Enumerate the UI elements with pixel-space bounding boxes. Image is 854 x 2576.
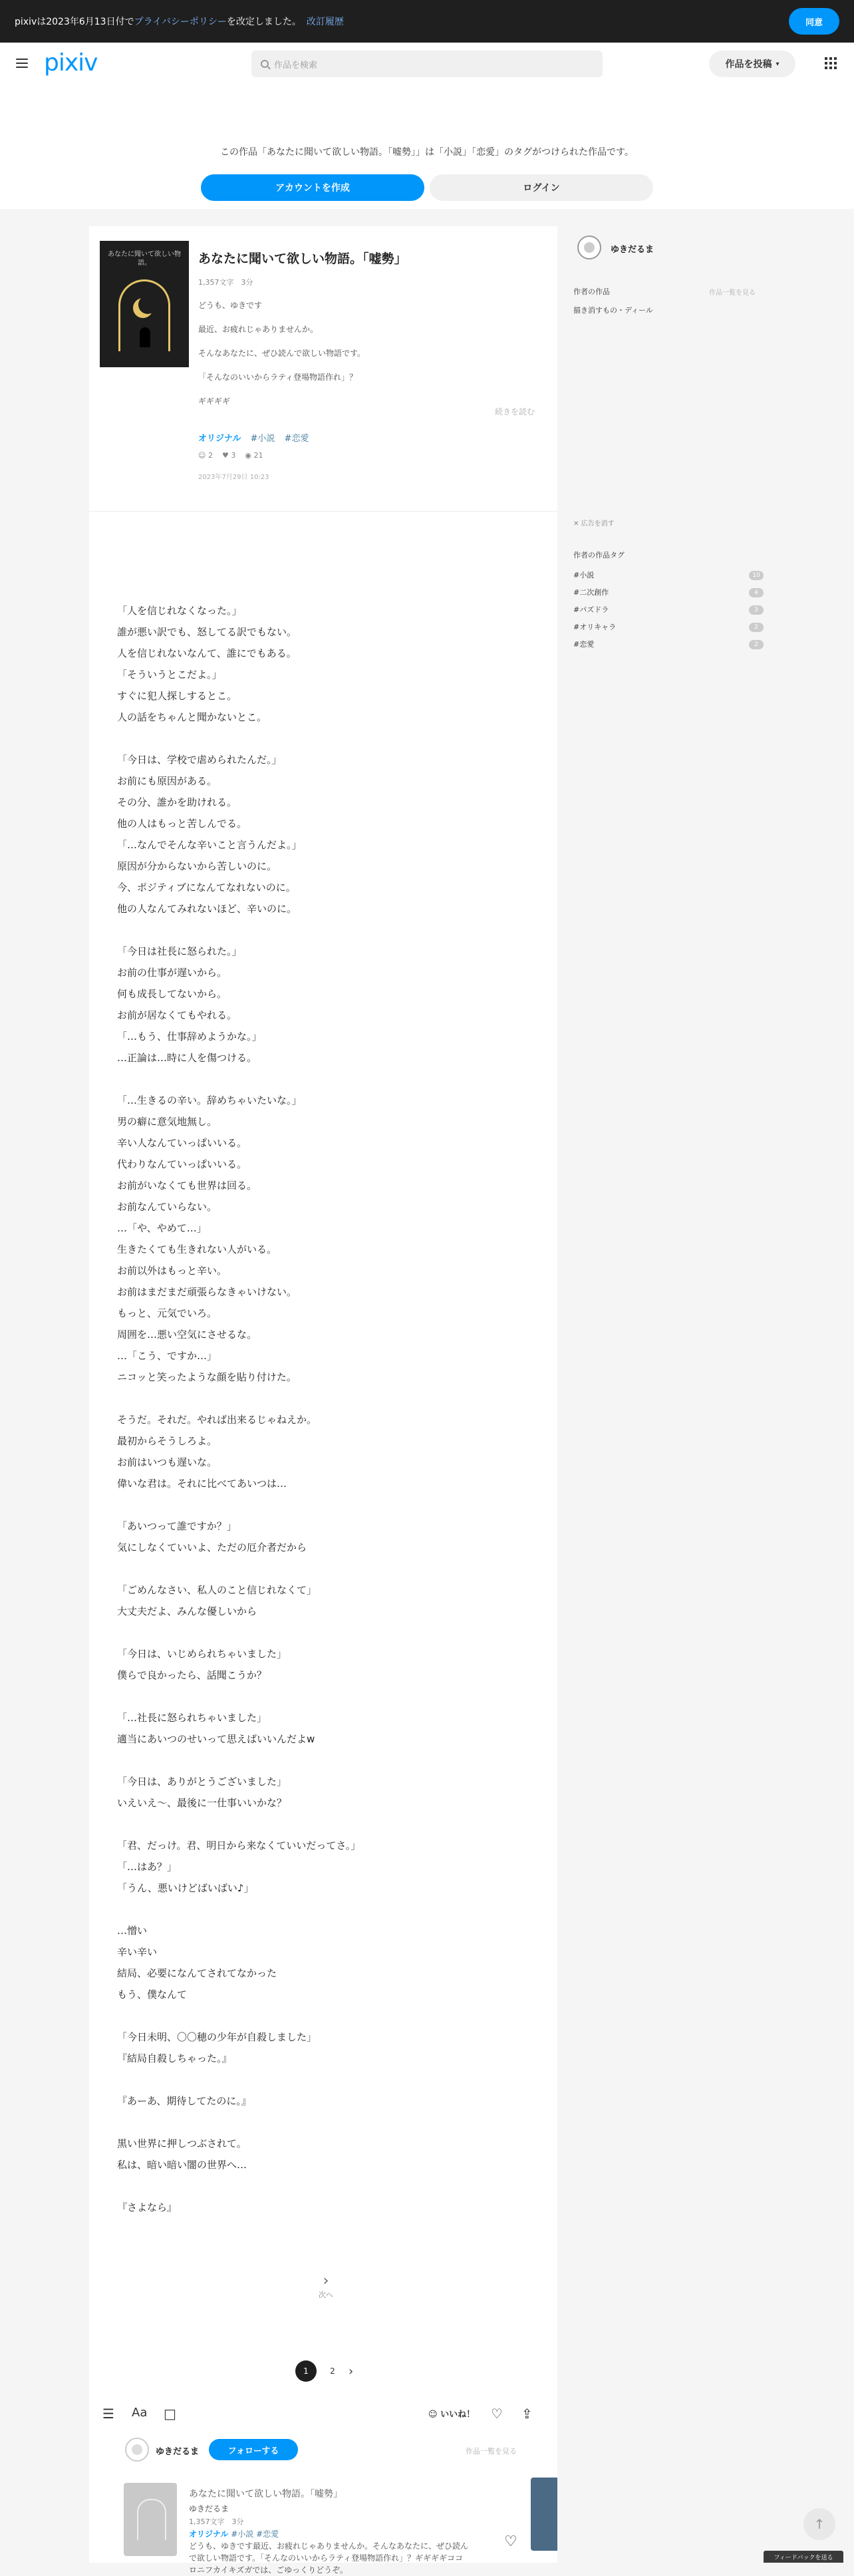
novel-line: 「今日は、いじめられちゃいました」 (117, 1648, 287, 1660)
read-more-link[interactable]: 続きを読む (495, 407, 535, 416)
view-stat (245, 451, 263, 460)
follow-button[interactable]: フォローする (209, 2439, 298, 2460)
eye-icon: ◉ (245, 451, 251, 460)
novel-line: 「…なんでそんな辛いこと言うんだよ。」 (117, 839, 302, 851)
novel-line: 『さよなら』 (117, 2201, 178, 2213)
novel-line: 周囲を…悪い空気にさせるな。 (117, 1329, 257, 1341)
novel-line (117, 2069, 529, 2090)
related-novel-meta: 1,357文字 3分 (189, 2517, 244, 2526)
notice-prefix: pixivは2023年6月13日付で (15, 17, 134, 27)
cover-title: あなたに聞いて欲しい物語。 (108, 251, 181, 267)
caption-line: 「そんなのいいからラティ登場物語作れ」？ (198, 373, 358, 382)
chevron-down-icon: ▾ (776, 60, 780, 68)
all-works-link[interactable]: 作品一覧を見る (466, 2447, 517, 2456)
novel-cover[interactable] (100, 241, 189, 367)
novel-line (117, 1494, 529, 1516)
novel-stats (198, 451, 263, 460)
novel-line: …正論は…時に人を傷つける。 (117, 1052, 257, 1064)
novel-line (117, 919, 529, 941)
related-novel-caption: どうも、ゆきです最近、お疲れじゃありませんか。そんなあなたに、ぜひ読んで欲しい物語です。「そんなのいいからラティ登場物語作れ」？ギギギギココロニフカイキズガでは、ごゆっくりどうぞ。 (189, 2541, 469, 2575)
caption-line: 最近、お疲れじゃありませんか。 (198, 325, 319, 334)
novel-line (117, 1686, 529, 1707)
novel-title: あなたに聞いて欲しい物語。「嘘勢」 (198, 251, 407, 266)
novel-line: 「そういうとこだよ。」 (117, 669, 222, 681)
novel-line (117, 1899, 529, 1920)
smile-icon: ☺ (428, 2410, 438, 2420)
view-count: 21 (253, 451, 263, 460)
novel-line: 気にしなくていいよ、ただの厄介者だから (117, 1541, 307, 1553)
cat-silhouette-art (140, 327, 150, 347)
pixiv-logo[interactable]: pixiv (44, 49, 98, 77)
novel-line: 今、ポジティブになんてなれないのに。 (117, 882, 296, 893)
agree-button[interactable]: 同意 (789, 8, 839, 35)
page-current[interactable]: 1 (295, 2360, 317, 2382)
novel-line (117, 2112, 529, 2133)
tag-romance[interactable]: #恋愛 (284, 434, 309, 444)
arrow-up-icon: ↑ (813, 2516, 825, 2532)
feedback-button[interactable]: フィードバックを送る (764, 2551, 843, 2563)
novel-line: 「…生きるの辛い。辞めちゃいたいな。」 (117, 1094, 302, 1106)
novel-line: 「あいつって誰ですか？」 (117, 1520, 237, 1532)
login-button[interactable]: ログイン (430, 174, 653, 201)
post-work-button[interactable] (709, 51, 795, 77)
bookmark-stat (222, 451, 235, 460)
novel-line (117, 1558, 529, 1579)
novel-line: …憎い (117, 1925, 148, 1937)
banner-text: この作品「あなたに聞いて欲しい物語。「嘘勢」」は「小説」「恋愛」のタグがつけられた作品です。 (220, 147, 634, 158)
privacy-policy-link[interactable]: プライバシーポリシー (134, 17, 227, 27)
close-icon: ✕ (573, 520, 579, 528)
novel-line: 「今日は、学校で虐められたんだ。」 (117, 754, 282, 766)
create-account-button[interactable]: アカウントを作成 (201, 174, 424, 201)
caption-line: どうも、ゆきです (198, 301, 263, 310)
novel-tags (198, 431, 315, 444)
novel-line: お前はいつも遅いな。 (117, 1456, 217, 1468)
like-icon: ☺ (198, 451, 206, 460)
novel-line: 「…もう、仕事辞めようかな。」 (117, 1031, 262, 1043)
heart-icon[interactable]: ♡ (504, 2533, 517, 2550)
search-input[interactable] (251, 51, 603, 77)
page-2[interactable]: 2 (330, 2366, 335, 2376)
avatar[interactable] (577, 236, 601, 259)
novel-line: 男の癖に意気地無し。 (117, 1116, 217, 1128)
signup-banner (0, 85, 854, 209)
post-date: 2023年7月29日 10:23 (198, 474, 269, 481)
novel-line: 何も成長してないから。 (117, 988, 227, 1000)
next-page-link[interactable] (306, 2273, 346, 2300)
caption-line: そんなあなたに、ぜひ読んで欲しい物語です。 (198, 349, 366, 358)
novel-line: そうだ。それだ。やれば出来るじゃねえか。 (117, 1414, 317, 1426)
author-name[interactable]: ゆきだるま (611, 245, 654, 255)
related-novel-title[interactable]: あなたに聞いて欲しい物語。「嘘勢」 (189, 2489, 343, 2499)
novel-line: 辛い人なんていっぱいいる。 (117, 1137, 247, 1149)
tag-novel[interactable]: #小説 (231, 2529, 254, 2539)
divider (89, 511, 557, 512)
like-label: いいね！ (440, 2410, 476, 2420)
menu-icon[interactable] (16, 59, 28, 68)
search-icon (261, 60, 269, 68)
novel-line: 最初からそうしろよ。 (117, 1435, 217, 1447)
post-work-label: 作品を投稿 (725, 59, 772, 70)
privacy-notice-bar (0, 0, 854, 43)
author-tag-count: 2 (749, 623, 764, 632)
heart-icon: ♥ (221, 451, 229, 460)
novel-line: …「こう、ですか…」 (117, 1350, 217, 1362)
novel-line: お前以外はもっと辛い。 (117, 1265, 227, 1277)
bookmark-count: 3 (231, 451, 236, 460)
novel-line (117, 1622, 529, 1643)
related-novel-tags (189, 2528, 279, 2539)
novel-line (117, 2005, 529, 2026)
author-tag[interactable]: #小説 (573, 571, 595, 579)
caption-line: ギギギギ (198, 397, 231, 406)
novel-meta: 1,357文字 3分 (198, 278, 253, 287)
notice-suffix: を改定しました。 (226, 17, 301, 27)
novel-line: お前の仕事が遅いから。 (117, 967, 227, 979)
novel-line: 人を信じれないなんて、誰にでもある。 (117, 647, 297, 659)
author-work-item[interactable]: 描き消すもの・ディール (573, 306, 653, 315)
pagination (295, 2360, 353, 2382)
novel-line: もう、僕なんて (117, 1989, 188, 2001)
author-tag[interactable]: #恋愛 (573, 640, 595, 649)
novel-line: 僕らで良かったら、話聞こうか？ (117, 1669, 267, 1681)
hide-ads-label: 広告を消す (581, 520, 615, 528)
novel-line (117, 1068, 529, 1090)
novel-line: 私は、暗い暗い闇の世界へ… (117, 2159, 247, 2171)
novel-line: 適当にあいつのせいって思えばいいんだよw (117, 1733, 315, 1745)
novel-line: 「今日は社長に怒られた。」 (117, 945, 242, 957)
novel-line: お前にも原因がある。 (117, 775, 217, 787)
novel-line: 『結局自殺しちゃった。』 (117, 2052, 232, 2064)
author-tag-count: 3 (749, 605, 764, 615)
chevron-right-icon[interactable]: › (349, 2364, 354, 2378)
novel-line: 「君、だっけ。君、明日から来なくていいだってさ。」 (117, 1840, 361, 1852)
novel-line: いえいえ〜、最後に一仕事いいかな？ (117, 1797, 287, 1809)
novel-line: もっと、元気でいろ。 (117, 1307, 217, 1319)
chevron-right-icon: › (323, 2273, 329, 2289)
novel-line (117, 2175, 529, 2197)
tag-novel[interactable]: #小説 (250, 434, 275, 444)
novel-line: 黒い世界に押しつぶされて。 (117, 2138, 247, 2150)
avatar[interactable] (125, 2438, 149, 2462)
bookmark-icon[interactable]: □ (164, 2406, 176, 2422)
novel-line: …「や、やめて…」 (117, 1222, 207, 1234)
revision-history-link[interactable]: 改訂履歴 (306, 17, 344, 27)
author-tag[interactable]: #オリキャラ (573, 623, 617, 631)
novel-line: ニコッと笑ったような顔を貼り付けた。 (117, 1371, 297, 1383)
tag-original[interactable]: オリジナル (189, 2529, 229, 2539)
novel-line: 『あーあ、期待してたのに。』 (117, 2095, 251, 2107)
like-count: 2 (208, 451, 213, 460)
novel-line: 他の人なんてみれないほど、辛いのに。 (117, 903, 297, 915)
apps-grid-icon[interactable] (825, 57, 837, 69)
novel-line: 「…はあ？」 (117, 1861, 178, 1873)
author-sidebar (557, 209, 854, 2563)
novel-line (117, 1750, 529, 1771)
like-button[interactable] (428, 2407, 475, 2420)
author-tags-label: 作者の作品タグ (573, 551, 625, 560)
related-novel-cover[interactable] (124, 2483, 177, 2556)
novel-line: 他の人はもっと苦しんでる。 (117, 818, 247, 830)
author-tag-count: 10 (749, 571, 764, 580)
novel-line: 辛い辛い (117, 1946, 158, 1958)
font-settings-icon[interactable]: Aa (132, 2406, 148, 2420)
author-tag[interactable]: #パズドラ (573, 605, 609, 614)
novel-line: すぐに犯人探しするとこ。 (117, 690, 237, 702)
novel-line: 代わりなんていっぱいいる。 (117, 1158, 247, 1170)
novel-line (117, 728, 529, 749)
novel-line: 生きたくても生きれない人がいる。 (117, 1243, 277, 1255)
share-icon[interactable]: ⇪ (521, 2406, 533, 2422)
author-tag-count: 4 (749, 588, 764, 597)
novel-line: 人の話をちゃんと聞かないとこ。 (117, 711, 267, 723)
next-related-novel-cover[interactable] (531, 2478, 557, 2551)
author-works-strip (89, 2430, 557, 2575)
reader-toolbar (89, 2396, 557, 2430)
novel-body (117, 600, 529, 2218)
novel-line: 結局、必要になんてされてなかった (117, 1967, 277, 1979)
novel-line: 「ごめんなさい、私人のこと信じれなくて」 (117, 1584, 317, 1596)
list-icon[interactable]: ☰ (102, 2406, 114, 2422)
novel-card (89, 226, 557, 2575)
search-placeholder: 作品を検索 (274, 60, 318, 71)
heart-icon[interactable]: ♡ (491, 2406, 503, 2422)
author-works-link[interactable]: 作品一覧を見る (709, 289, 756, 297)
tag-romance[interactable]: #恋愛 (256, 2529, 279, 2539)
like-stat (198, 451, 213, 460)
novel-line (117, 1814, 529, 1835)
novel-line: 原因が分からないから苦しいのに。 (117, 860, 277, 872)
author-name[interactable]: ゆきだるま (156, 2447, 200, 2457)
novel-line: 大丈夫だよ、みんな優しいから (117, 1605, 257, 1617)
hide-ads-link[interactable] (573, 518, 615, 528)
novel-line: 「今日は、ありがとうございました」 (117, 1776, 287, 1788)
novel-line: お前なんていらない。 (117, 1201, 217, 1213)
related-novel-author[interactable]: ゆきだるま (189, 2504, 229, 2513)
novel-line (117, 1388, 529, 1409)
novel-line: 偉いな君は。それに比べてあいつは… (117, 1478, 287, 1490)
novel-line: お前はまだまだ頑張らなきゃいけない。 (117, 1286, 297, 1298)
author-works-label: 作者の作品 (573, 287, 610, 296)
novel-line: お前がいなくても世界は回る。 (117, 1180, 257, 1192)
novel-line: その分、誰かを助けれる。 (117, 796, 237, 808)
next-label: 次へ (319, 2291, 333, 2299)
novel-line: 誰が悪い訳でも、怒してる訳でもない。 (117, 626, 297, 638)
novel-line: 「今日未明、〇〇穂の少年が自殺しました」 (117, 2031, 317, 2043)
novel-line: お前が居なくてもやれる。 (117, 1009, 237, 1021)
novel-line: 「うん、悪いけどばいばい♪」 (117, 1882, 254, 1894)
author-tag-count: 2 (749, 640, 764, 649)
scroll-top-button[interactable] (803, 2508, 835, 2540)
novel-line: 「…社長に怒られちゃいました」 (117, 1712, 267, 1724)
novel-line: 「人を信じれなくなった。」 (117, 605, 242, 617)
tag-original[interactable]: オリジナル (198, 434, 241, 444)
author-tag[interactable]: #二次創作 (573, 588, 609, 597)
